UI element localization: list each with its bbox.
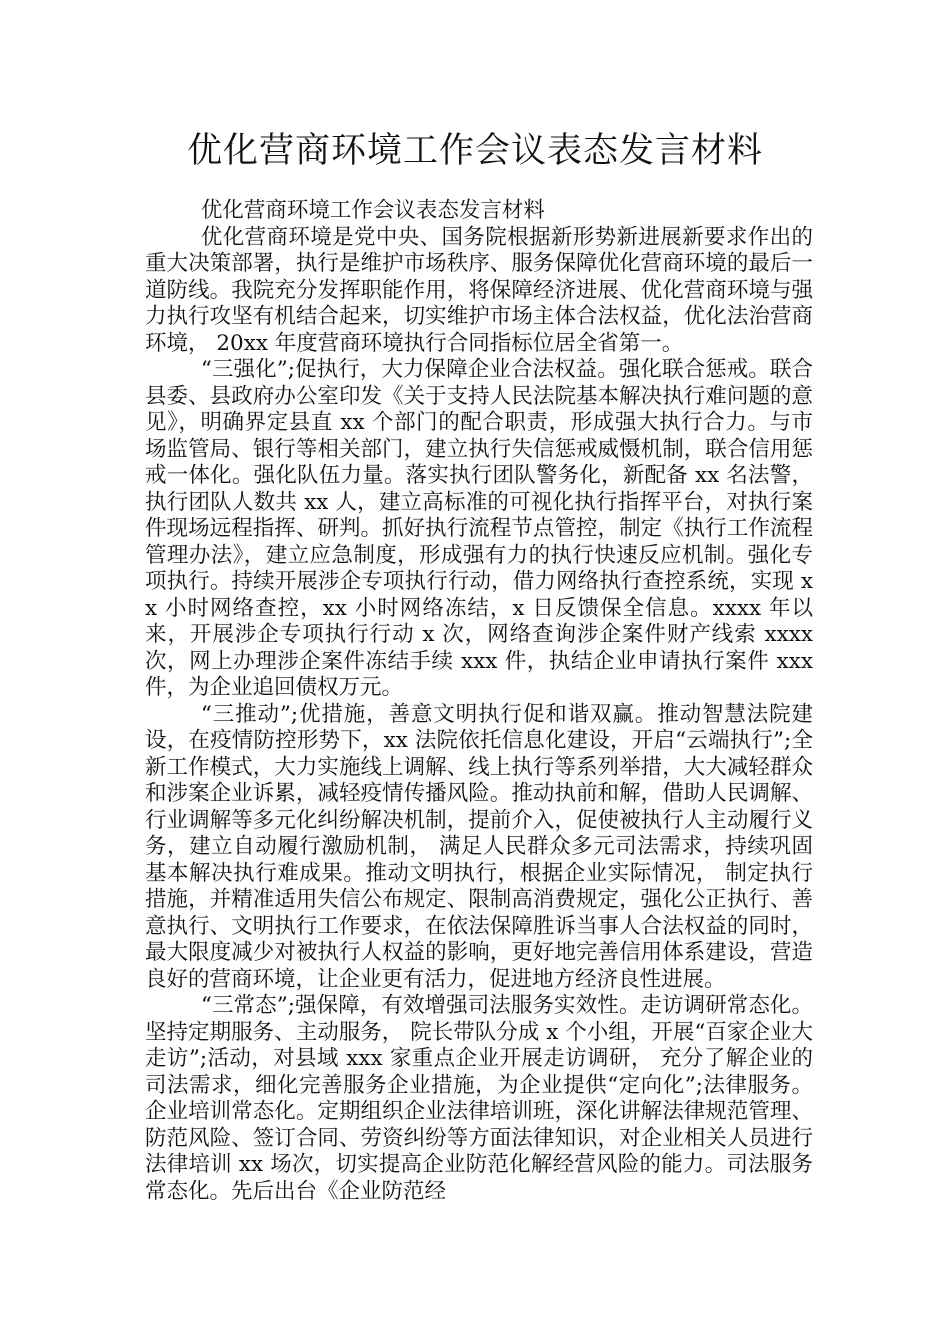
document-subtitle: 优化营商环境工作会议表态发言材料 xyxy=(200,198,545,223)
body-paragraph: 优化营商环境是党中央、国务院根据新形势新进展新要求作出的重大决策部署，执行是维护市场秩序、服务保障优化营商环境的最后一道防线。我院充分发挥职能作用，将保障经济进展、优化营商环境与强力执行攻坚有机结合起来，切实维护市场主体合法权益，优化法治营商环境， 20xx 年度营商环境执行合同指标位居全省第一。 xyxy=(145,224,813,356)
body-paragraph: “三强化”;促执行，大力保障企业合法权益。强化联合惩戒。联合县委、县政府办公室印发《关于支持人民法院基本解决执行难问题的意见》，明确界定县直 xx 个部门的配合职责，形成强大执行合力。与市场监管局、银行等相关部门，建立执行失信惩戒威慑机制，联合信用惩戒一体化。强化队伍力量。落实执行团队警务化，新配备 xx 名法警，执行团队人数共 xx 人，建立高标准的可视化执行指挥平台，对执行案件现场远程指挥、研判。抓好执行流程节点管控，制定《执行工作流程管理办法》，建立应急制度，形成强有力的执行快速反应机制。强化专项执行。持续开展涉企专项执行行动，借力网络执行查控系统，实现 xx 小时网络查控，xx 小时网络冻结，x 日反馈保全信息。xxxx 年以来，开展涉企专项执行行动 x 次，网络查询涉企案件财产线索 xxxx 次，网上办理涉企案件冻结手续 xxx 件，执结企业申请执行案件 xxx 件，为企业追回债权万元。 xyxy=(145,357,813,700)
document-body xyxy=(145,198,813,1205)
body-paragraph: “三常态”;强保障，有效增强司法服务实效性。走访调研常态化。坚持定期服务、主动服务， 院长带队分成 x 个小组，开展“百家企业大走访”;活动，对县域 xxx 家重点企业开展走访调研， 充分了解企业的司法需求，细化完善服务企业措施，为企业提供“定向化”;法律服务。企业培训常态化。定期组织企业法律培训班，深化讲解法律规范管理、防范风险、签订合同、劳资纠纷等方面法律知识，对企业相关人员进行法律培训 xx 场次，切实提高企业防范化解经营风险的能力。司法服务常态化。先后出台《企业防范经 xyxy=(145,993,813,1204)
body-paragraph: “三推动”;优措施，善意文明执行促和谐双赢。推动智慧法院建设，在疫情防控形势下，xx 法院依托信息化建设，开启“云端执行”;全新工作模式，大力实施线上调解、线上执行等系列举措，大大减轻群众和涉案企业诉累，减轻疫情传播风险。推动执前和解，借助人民调解、行业调解等多元化纠纷解决机制，提前介入，促使被执行人主动履行义务，建立自动履行激励机制， 满足人民群众多元司法需求，持续巩固基本解决执行难成果。推动文明执行，根据企业实际情况， 制定执行措施，并精准适用失信公布规定、限制高消费规定，强化公正执行、善意执行、文明执行工作要求，在依法保障胜诉当事人合法权益的同时，最大限度减少对被执行人权益的影响，更好地完善信用体系建设，营造良好的营商环境，让企业更有活力，促进地方经济良性进展。 xyxy=(145,701,813,992)
document-title: 优化营商环境工作会议表态发言材料 xyxy=(186,131,763,171)
